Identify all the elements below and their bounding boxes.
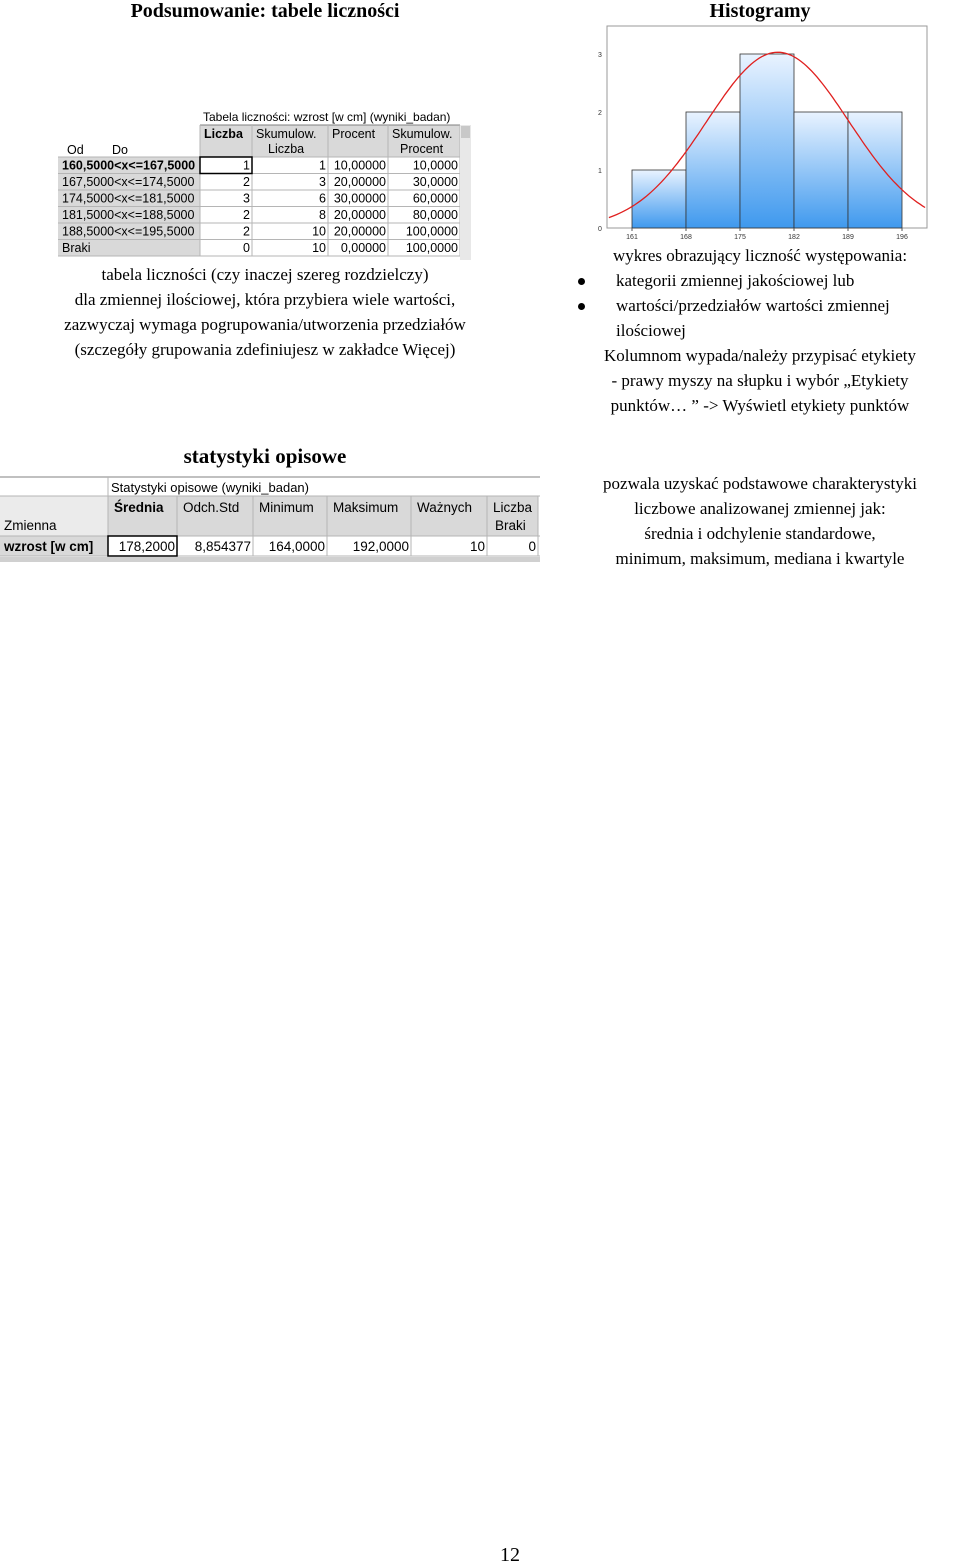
stats-caption: Statystyki opisowe (wyniki_badan) <box>111 480 309 495</box>
y-tick-label: 2 <box>598 110 602 117</box>
stats-col-header: Średnia <box>114 500 164 515</box>
y-tick-label: 1 <box>598 168 602 175</box>
stats-description-line: średnia i odchylenie standardowe, <box>644 524 876 543</box>
page-number: 12 <box>500 1544 520 1566</box>
stats-description-line: pozwala uzyskać podstawowe charakterystyki <box>603 474 917 493</box>
stats-col-header: Braki <box>495 518 526 533</box>
freq-caption: Tabela liczności: wzrost [w cm] (wyniki_badan) <box>203 110 451 124</box>
histogram-note-line: Kolumnom wypada/należy przypisać etykiety <box>603 346 917 365</box>
freq-cell: 10,00000 <box>333 158 386 173</box>
stats-cell: 10 <box>469 539 485 554</box>
histogram-bar[interactable] <box>686 112 740 228</box>
frequency-table <box>58 108 471 260</box>
stats-row-label: wzrost [w cm] <box>4 539 94 554</box>
freq-row-label: 181,5000<x<=188,5000 <box>62 208 195 222</box>
freq-cell: 20,00000 <box>333 208 386 222</box>
left-title: Podsumowanie: tabele liczności <box>130 0 400 22</box>
bullet-text: wartości/przedziałów wartości zmiennej <box>616 296 890 315</box>
freq-cell: 80,0000 <box>412 208 458 222</box>
freq-description-line: (szczegóły grupowania zdefiniujesz w zakładce Więcej) <box>74 340 456 359</box>
x-tick-label: 161 <box>626 234 638 241</box>
freq-row-label: 167,5000<x<=174,5000 <box>62 175 195 189</box>
freq-cell: 3 <box>243 191 250 206</box>
stats-description-line: minimum, maksimum, mediana i kwartyle <box>615 549 905 568</box>
freq-col-header: Procent <box>332 127 376 141</box>
histogram-intro: wykres obrazujący liczność występowania: <box>612 246 908 265</box>
freq-cell: 30,0000 <box>412 175 458 189</box>
freq-cell: 8 <box>319 208 326 222</box>
freq-cell: 0 <box>243 241 250 255</box>
stats-table-graphic <box>0 474 540 562</box>
freq-cell: 20,00000 <box>333 224 386 239</box>
freq-cell: 10 <box>312 241 326 255</box>
bullet-icon <box>578 303 585 310</box>
stats-col-header: Minimum <box>259 500 314 515</box>
freq-cell: 2 <box>243 175 250 189</box>
freq-row-label: Braki <box>62 241 91 255</box>
freq-col-header: Procent <box>400 142 444 156</box>
freq-description-line: tabela liczności (czy inaczej szereg rozdzielczy) <box>101 265 429 284</box>
freq-cell: 1 <box>243 158 250 173</box>
stats-cell: 164,0000 <box>268 539 325 554</box>
histogram-bar[interactable] <box>794 112 848 228</box>
x-tick-label: 175 <box>734 234 746 241</box>
stats-title: statystyki opisowe <box>183 444 347 468</box>
freq-cell: 6 <box>319 191 326 206</box>
freq-header-do: Do <box>112 143 128 157</box>
frequency-table-graphic <box>58 108 471 260</box>
freq-cell: 20,00000 <box>333 175 386 189</box>
freq-cell: 60,0000 <box>412 191 458 206</box>
bullet-icon <box>578 278 585 285</box>
stats-description-line: liczbowe analizowanej zmiennej jak: <box>634 499 886 518</box>
freq-row-label: 160,5000<x<=167,5000 <box>62 158 196 173</box>
freq-description-line: zazwyczaj wymaga pogrupowania/utworzenia przedziałów <box>64 315 466 334</box>
freq-cell: 10,0000 <box>412 158 458 173</box>
x-tick-label: 196 <box>896 234 908 241</box>
freq-col-header: Skumulow. <box>392 127 453 141</box>
stats-description <box>560 471 960 571</box>
freq-row-label: 188,5000<x<=195,5000 <box>62 224 195 239</box>
histogram-bar[interactable] <box>632 170 686 228</box>
stats-cell: 0 <box>528 539 536 554</box>
stats-col-header: Odch.Std <box>183 500 240 515</box>
stats-col-header: Liczba <box>493 500 533 515</box>
stats-col-header: Maksimum <box>333 500 399 515</box>
freq-cell: 3 <box>319 175 326 189</box>
y-tick-label: 3 <box>598 52 602 59</box>
bullet-text: ilościowej <box>616 321 686 340</box>
freq-cell: 2 <box>243 224 250 239</box>
freq-cell: 30,00000 <box>333 191 386 206</box>
y-tick-label: 0 <box>598 226 602 233</box>
histogram-bar[interactable] <box>740 54 794 228</box>
freq-cell: 10 <box>312 224 326 239</box>
bullet-item <box>560 268 960 293</box>
right-title: Histogramy <box>709 0 811 22</box>
bullet-continuation <box>560 318 960 343</box>
freq-cell: 100,0000 <box>405 241 458 255</box>
freq-cell: 0,00000 <box>340 241 386 255</box>
x-tick-label: 189 <box>842 234 854 241</box>
freq-row-label: 174,5000<x<=181,5000 <box>62 191 195 206</box>
x-tick-label: 182 <box>788 234 800 241</box>
histogram-note-line: punktów… ” -> Wyświetl etykiety punktów <box>610 396 910 415</box>
freq-col-header: Skumulow. <box>256 127 317 141</box>
freq-cell: 1 <box>319 158 326 173</box>
histogram-svg <box>594 24 930 242</box>
stats-cell: 178,2000 <box>118 539 175 554</box>
freq-description <box>0 262 530 362</box>
histogram-note-line: - prawy myszy na słupku i wybór „Etykiety <box>611 371 909 390</box>
bullet-text: kategorii zmiennej jakościowej lub <box>616 271 855 290</box>
histogram-bullets <box>560 268 960 343</box>
stats-table <box>0 474 540 562</box>
stats-col-header: Ważnych <box>417 500 473 515</box>
histogram-bar[interactable] <box>848 112 902 228</box>
histogram-description <box>560 243 960 418</box>
freq-header-od: Od <box>67 143 84 157</box>
freq-description-line: dla zmiennej ilościowej, która przybiera wiele wartości, <box>74 290 456 309</box>
x-tick-label: 168 <box>680 234 692 241</box>
freq-col-header: Liczba <box>268 142 305 156</box>
freq-cell: 100,0000 <box>405 224 458 239</box>
freq-col-header: Liczba <box>204 127 243 141</box>
histogram-chart <box>594 24 930 242</box>
stats-row-header: Zmienna <box>4 518 57 533</box>
freq-cell: 2 <box>243 208 250 222</box>
stats-cell: 192,0000 <box>352 539 409 554</box>
stats-cell: 8,854377 <box>194 539 251 554</box>
bullet-item <box>560 293 960 318</box>
